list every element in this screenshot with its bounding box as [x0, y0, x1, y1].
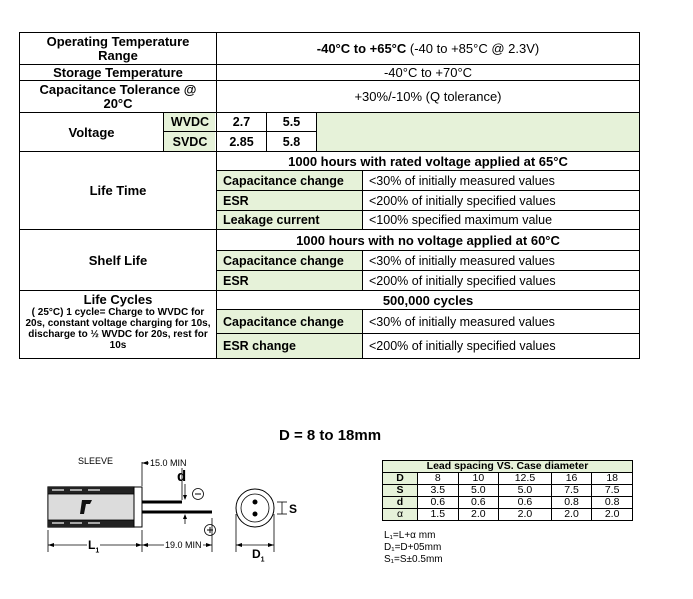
table-row [383, 485, 633, 497]
life-time-label: Life Time [89, 183, 147, 198]
l1-label: $L_1$ [88, 538, 100, 555]
life-val-1: <200% of initially specified values [369, 193, 556, 208]
table-cell: 10 [458, 473, 499, 485]
dim-15-label: 15.0 MIN [150, 458, 187, 468]
sleeve-label: SLEEVE [78, 456, 114, 466]
note-l1: L₁=L+α mm [384, 530, 436, 541]
table-cell: 1.5 [418, 509, 459, 521]
lead-spacing-table [382, 460, 633, 521]
table-cell: 3.5 [418, 485, 459, 497]
row-key-S: S [383, 485, 418, 497]
table-cell: 2.0 [551, 509, 592, 521]
wvdc-value-2: 5.5 [282, 115, 301, 129]
table-row [383, 509, 633, 521]
lead-table-title: Lead spacing VS. Case diameter [383, 461, 633, 473]
shelf-val-0: <30% of initially measured values [369, 253, 555, 268]
svdc-label: SVDC [172, 134, 208, 149]
cycle-key-1: ESR change [223, 339, 296, 353]
wvdc-value-1: 2.7 [232, 115, 251, 129]
svdc-value-2: 5.8 [282, 134, 301, 149]
life-val-0: <30% of initially measured values [369, 173, 555, 188]
cap-tol-value: +30%/-10% (Q tolerance) [354, 89, 502, 104]
life-val-2: <100% specified maximum value [369, 213, 553, 227]
table-cell: 0.8 [592, 497, 633, 509]
life-key-0: Capacitance change [223, 173, 344, 188]
shelf-life-header: 1000 hours with no voltage applied at 60°C [296, 232, 560, 248]
svdc-value-1: 2.85 [229, 134, 254, 149]
wvdc-label: WVDC [170, 115, 210, 129]
life-cycles-label: Life Cycles [83, 292, 153, 307]
table-cell: 18 [592, 473, 633, 485]
table-cell: 7.5 [592, 485, 633, 497]
row-key-d: d [383, 497, 418, 509]
op-temp-value-main: -40°C to +65°C [316, 41, 407, 56]
shelf-val-1: <200% of initially specified values [369, 273, 556, 288]
table-cell: 0.6 [418, 497, 459, 509]
shelf-life-label: Shelf Life [88, 252, 148, 268]
note-s1: S₁=S±0.5mm [384, 554, 443, 565]
table-cell: 0.8 [551, 497, 592, 509]
life-time-header: 1000 hours with rated voltage applied at 65°C [288, 153, 568, 169]
table-cell: 2.0 [458, 509, 499, 521]
cap-tol-label: Capacitance Tolerance @ 20°C [39, 81, 197, 111]
cycle-val-1: <200% of initially specified values [369, 339, 556, 353]
end-view-outer [236, 489, 274, 527]
life-cycles-desc: ( 25°C) 1 cycle= Charge to WVDC for 20s, constant voltage charging for 10s, discharge to ½ WVDC for 20s, rest for 10s [25, 307, 211, 351]
table-cell: 2.0 [592, 509, 633, 521]
table-cell: 5.0 [458, 485, 499, 497]
table-cell: 12.5 [499, 473, 552, 485]
table-cell: 2.0 [499, 509, 552, 521]
cycle-key-0: Capacitance change [223, 314, 344, 329]
cycle-val-0: <30% of initially measured values [369, 314, 555, 329]
row-key-D: D [383, 473, 418, 485]
d-label: d [177, 468, 187, 485]
table-cell: 5.0 [499, 485, 552, 497]
shelf-key-0: Capacitance change [223, 253, 344, 268]
storage-label: Storage Temperature [53, 65, 183, 80]
row-key-alpha: α [383, 509, 418, 521]
voltage-label: Voltage [68, 124, 115, 140]
life-key-2: Leakage current [223, 213, 320, 227]
table-cell: 8 [418, 473, 459, 485]
op-temp-value [217, 33, 639, 64]
s-label: S [289, 502, 298, 516]
voltage-empty-bg [316, 113, 640, 151]
life-cycles-header: 500,000 cycles [382, 292, 474, 308]
note-d1: D₁=D+05mm [384, 542, 442, 553]
shelf-key-1: ESR [223, 273, 249, 288]
table-row [383, 497, 633, 509]
table-cell: 0.6 [458, 497, 499, 509]
op-temp-value-detail: (-40 to +85°C @ 2.3V) [406, 41, 540, 56]
table-row [383, 473, 633, 485]
table-cell: 7.5 [551, 485, 592, 497]
table-cell: 16 [551, 473, 592, 485]
life-key-1: ESR [223, 193, 249, 208]
dim-19-label: 19.0 MIN [165, 540, 202, 550]
d1-label: $D_1$ [252, 547, 265, 564]
storage-value: -40°C to +70°C [383, 65, 473, 80]
diagram-title: D = 8 to 18mm [278, 427, 382, 444]
op-temp-label: Operating Temperature Range [46, 33, 190, 63]
table-cell: 0.6 [499, 497, 552, 509]
